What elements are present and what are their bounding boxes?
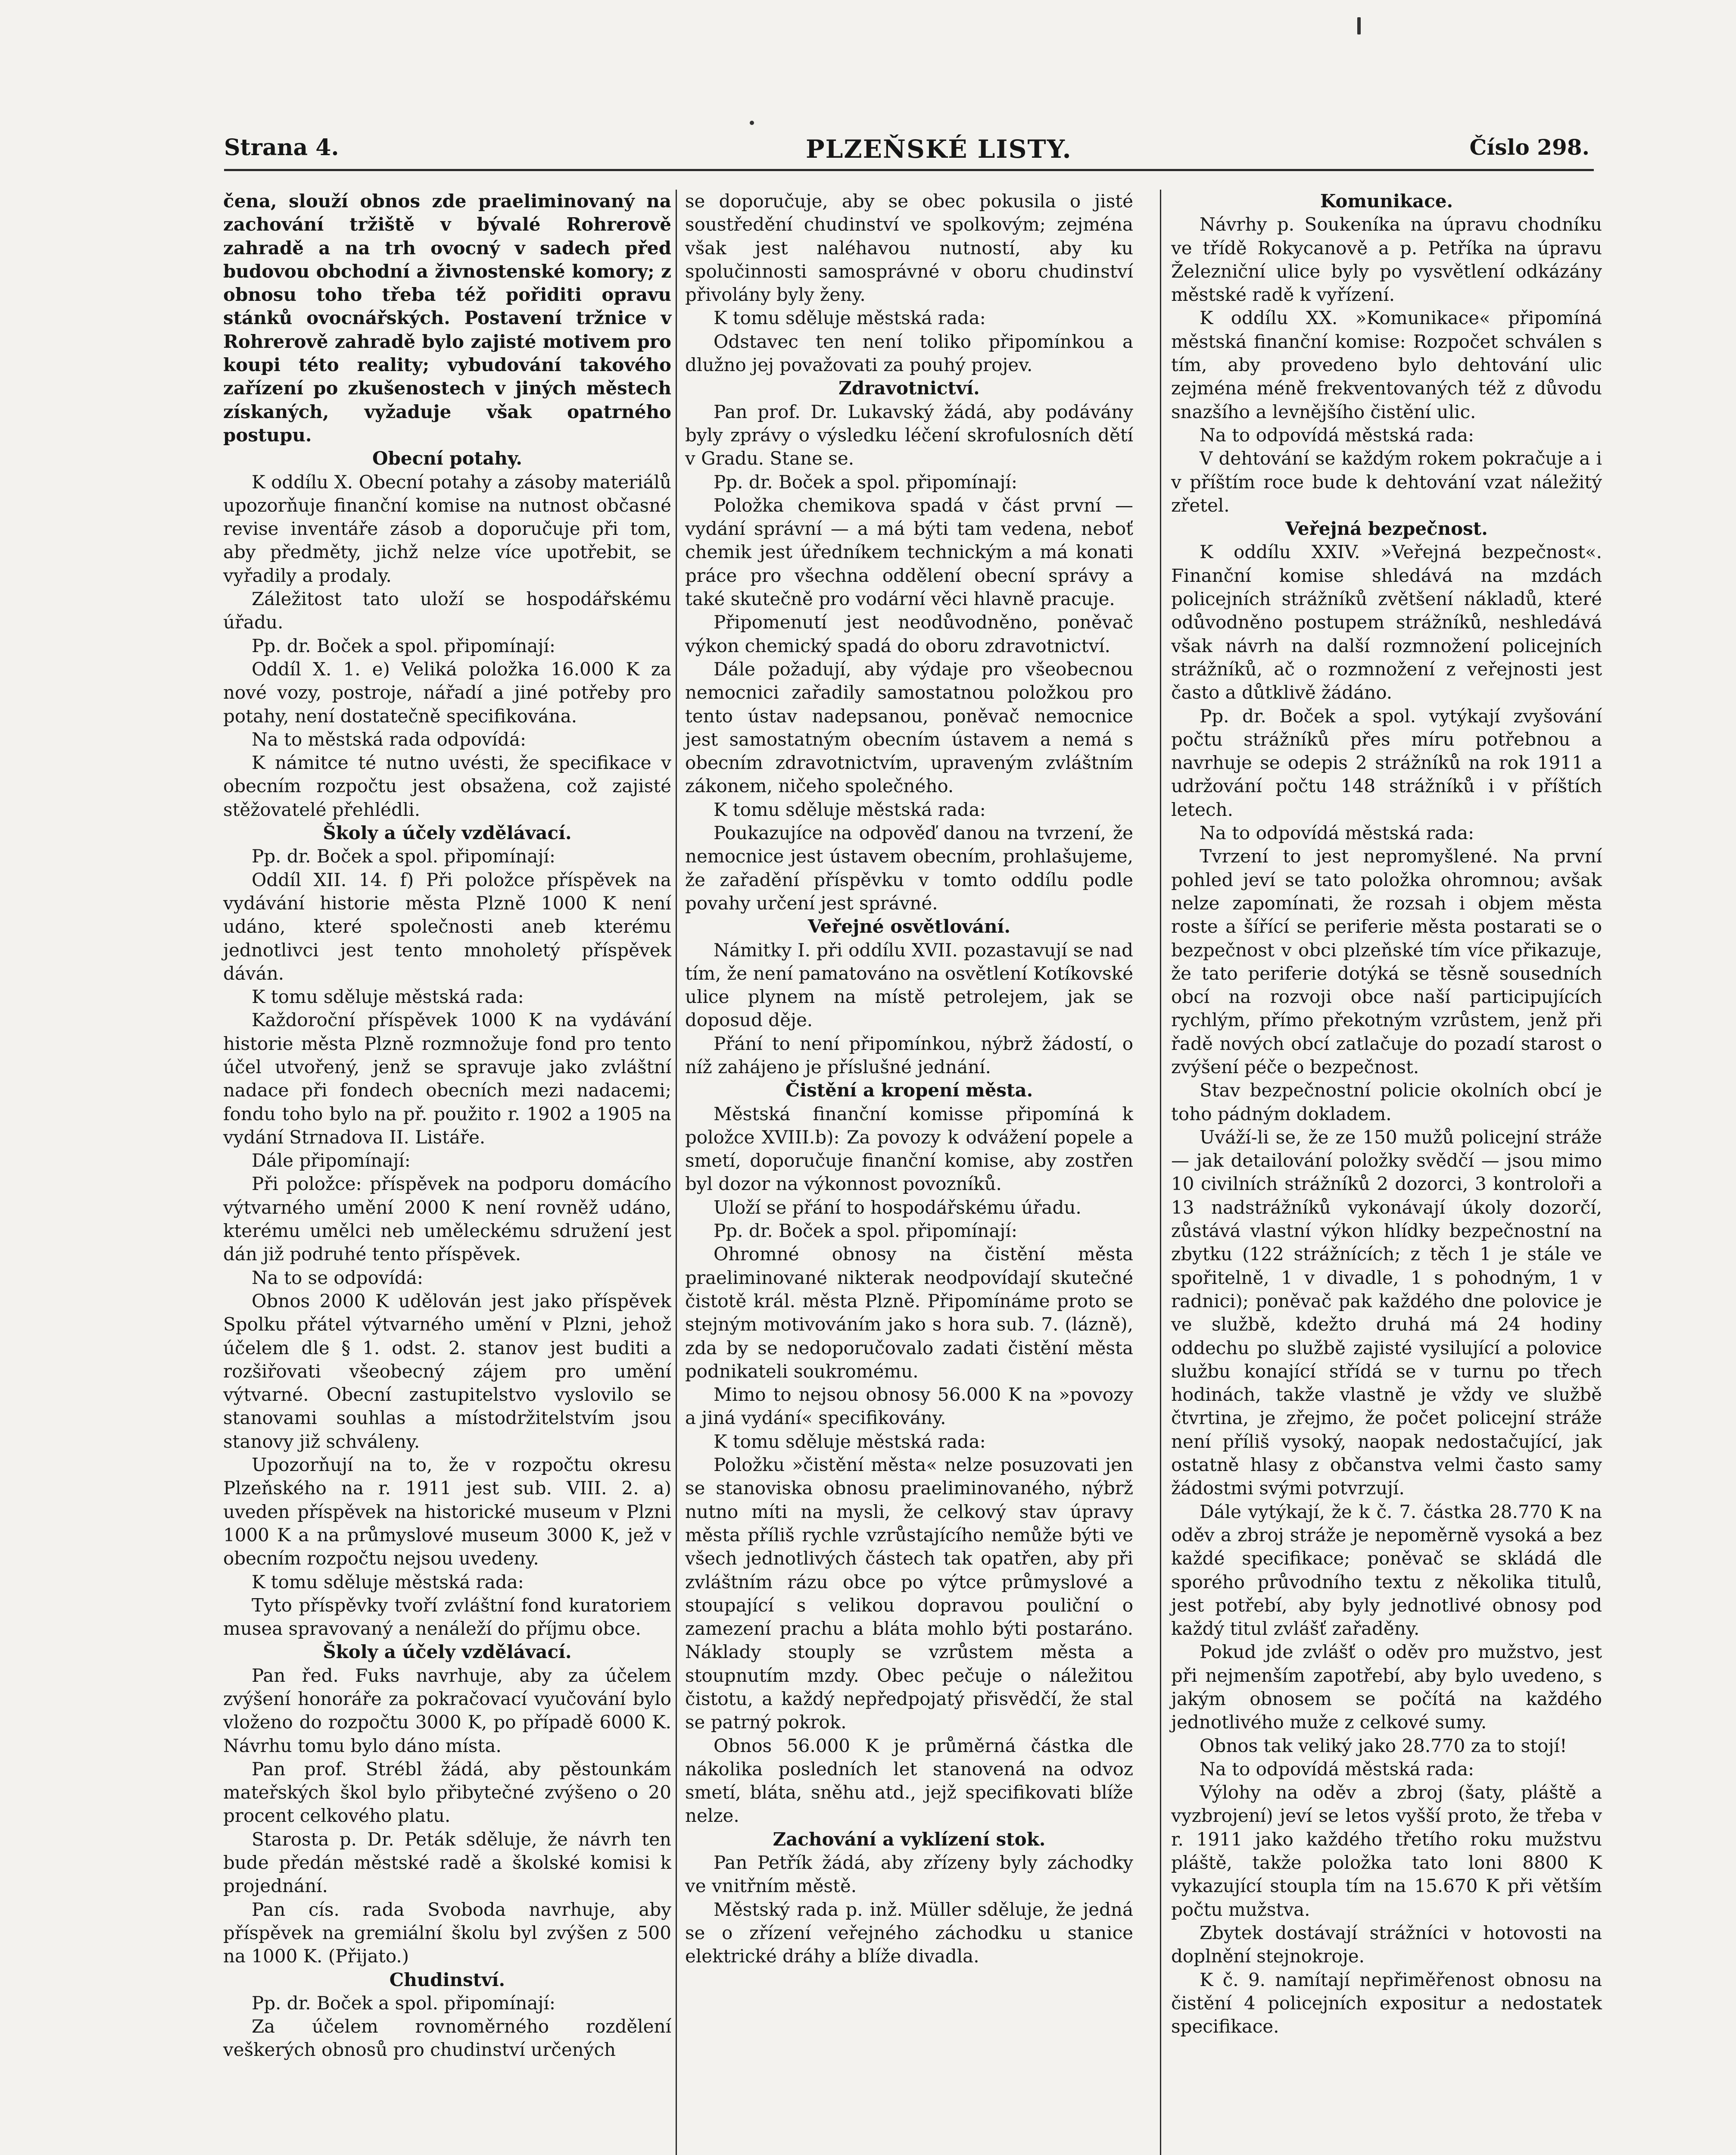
section-heading: Obecní potahy. (372, 448, 523, 469)
paragraph: Na to městská rada odpovídá: (252, 728, 527, 750)
paragraph: Městský rada p. inž. Müller sděluje, že jedná se o zřízení veřejného záchodku u stanice elektrické dráhy a blíže divadla. (685, 1899, 1133, 1967)
paragraph: Na to odpovídá městská rada: (1200, 822, 1474, 844)
paragraph: se doporučuje, aby se obec pokusila o jisté soustředění chudinství ve spolkovým; zejména však jest naléhavou nutností, aby ku spolučinnosti samosprávné v oboru chudinství přivolány byly ženy. (685, 191, 1133, 306)
section-heading: Komunikace. (1320, 191, 1453, 212)
paragraph: K č. 9. namítají nepřiměřenost obnosu na čistění 4 policejních expositur a nedostatek specifikace. (1171, 1969, 1602, 2037)
paragraph: Ohromné obnosy na čistění města praeliminované nikterak neodpovídají skutečné čistotě král. města Plzně. Připomínáme proto se stejným motivováním jako s hora sub. 7. (lázně), zda by se nedoporučovalo zadati čistění města podnikateli soukromému. (685, 1243, 1133, 1382)
issue-number: Číslo 298. (1469, 134, 1590, 160)
paragraph: Poukazujíce na odpověď danou na tvrzení, že nemocnice jest ústavem obecním, prohlašujeme, že zařadění příspěvku v tomto oddílu podle povahy určení jest správné. (685, 822, 1133, 914)
paragraph: Městská finanční komisse připomíná k položce XVIII.b): Za povozy k odvážení popele a smetí, doporučuje finanční komise, aby zostřen byl dozor na výkonnost povozníků. (685, 1103, 1133, 1195)
paragraph: Mimo to nejsou obnosy 56.000 K na »povozy a jiná vydání« specifikovány. (685, 1384, 1133, 1429)
paragraph: Dále připomínají: (252, 1150, 411, 1171)
paragraph: K oddílu XX. »Komunikace« připomíná městská finanční komise: Rozpočet schválen s tím, aby provedeno bylo dehtování ulic zejména méně frekventovaných též z důvodu snazšího a levnějšího čistění ulic. (1171, 307, 1602, 422)
header-rule (224, 169, 1594, 171)
paragraph: Dále požadují, aby výdaje pro všeobecnou nemocnici zařadily samostatnou položkou pro tento ústav nadepsanou, poněvač nemocnice jest samostatným obecním ústavem a nemá s obecním zdravotnictvím, upraveným zvláštním zákonem, ničeho společného. (685, 658, 1133, 797)
column-1 (223, 190, 671, 2062)
column-2 (685, 190, 1133, 1968)
section-heading: Školy a účely vzdělávací. (323, 822, 572, 844)
paragraph: Upozorňují na to, že v rozpočtu okresu Plzeňského na r. 1911 jest sub. VIII. 2. a) uveden příspěvek na historické museum v Plzni 1000 K a na průmyslové museum 3000 K, jež v obecním rozpočtu nejsou uvedeny. (223, 1454, 671, 1569)
paragraph: Na to se odpovídá: (252, 1267, 423, 1288)
section-heading: Chudinství. (389, 1969, 505, 1990)
paragraph: Pp. dr. Boček a spol. vytýkají zvyšování počtu strážníků přes míru potřebnou a navrhuje se odepis 2 strážníků na rok 1911 a udržování počtu 148 strážníků i v příštích letech. (1171, 705, 1602, 820)
section-heading: Čistění a kropení města. (785, 1080, 1033, 1101)
masthead-title: PLZEŇSKÉ LISTY. (806, 134, 1072, 164)
paragraph: Tyto příspěvky tvoří zvláštní fond kuratoriem musea spravovaný a nenáleží do příjmu obce. (223, 1594, 671, 1640)
paragraph: K tomu sděluje městská rada: (714, 799, 986, 820)
paragraph: Na to odpovídá městská rada: (1200, 1758, 1474, 1780)
paragraph: K tomu sděluje městská rada: (252, 1571, 524, 1593)
paragraph: Pp. dr. Boček a spol. připomínají: (252, 635, 555, 656)
paragraph: Záležitost tato uloží se hospodářskému úřadu. (223, 588, 671, 633)
section-heading: Školy a účely vzdělávací. (323, 1641, 572, 1663)
paragraph: Obnos tak veliký jako 28.770 za to stojí! (1200, 1735, 1567, 1756)
paragraph: Připomenutí jest neodůvodněno, poněvač výkon chemický spadá do oboru zdravotnictví. (685, 612, 1133, 656)
page-number: Strana 4. (224, 134, 339, 161)
paragraph: Uloží se přání to hospodářskému úřadu. (714, 1196, 1081, 1218)
paragraph: Za účelem rovnoměrného rozdělení veškerých obnosů pro chudinství určených (223, 2016, 671, 2061)
paragraph: Položku »čistění města« nelze posuzovati jen se stanoviska obnosu praeliminovaného, nýbrž nutno míti na mysli, že celkový stav úpravy města příliš rychle vzrůstajícího nemůže býti ve všech jednotlivých částech tak opatřen, aby při zvláštním rázu obce po výtce průmyslové a stoupající s velikou dopravou pouliční o zamezení prachu a bláta mohlo býti postaráno. Náklady stouply se vzrůstem města a stoupnutím mzdy. Obec pečuje o náležitou čistotu, a každý nepředpojatý přisvědčí, že stal se patrný pokrok. (685, 1454, 1133, 1733)
column-divider-2 (1160, 190, 1161, 2155)
paragraph: Pp. dr. Boček a spol. připomínají: (252, 1992, 555, 2014)
paragraph: Při položce: příspěvek na podporu domácího výtvarného umění 2000 K není rovněž udáno, kterému umělci neb uměleckému sdružení jest dán již podruhé tento příspěvek. (223, 1173, 671, 1265)
paragraph: Zbytek dostávají strážníci v hotovosti na doplnění stejnokroje. (1171, 1922, 1602, 1967)
section-heading: Veřejné osvětlování. (807, 916, 1011, 937)
page-header (224, 134, 1590, 169)
paragraph: Obnos 2000 K udělován jest jako příspěvek Spolku přátel výtvarného umění v Plzni, jehož účelem dle § 1. odst. 2. stanov jest buditi a rozšiřovati všeobecný zájem pro umění výtvarné. Obecní zastupitelstvo vyslovilo se stanovami souhlas a místodržitelstvím jsou stanovy již schváleny. (223, 1290, 671, 1452)
paragraph: K tomu sděluje městská rada: (714, 307, 986, 329)
section-heading: Veřejná bezpečnost. (1285, 518, 1488, 540)
paragraph: Pp. dr. Boček a spol. připomínají: (714, 1220, 1017, 1242)
paragraph: K oddílu XXIV. »Veřejná bezpečnost«. Finanční komise shledává na mzdách policejních strážníků zvětšení nákladů, které odůvodněno postupem strážníků, neshledává však návrh na další rozmnožení policejních strážníků, ač o rozmnožení z veřejnosti jest často a důtklivě žádáno. (1171, 541, 1602, 703)
paragraph: K tomu sděluje městská rada: (252, 986, 524, 1008)
paragraph: Každoroční příspěvek 1000 K na vydávání historie města Plzně rozmnožuje fond pro tento účel utvořený, jenž se spravuje jako zvláštní nadace při fondech obecních mezi nadacemi; fondu toho bylo na př. použito r. 1902 a 1905 na vydání Strnadova II. Listáře. (223, 1009, 671, 1148)
paragraph: Oddíl X. 1. e) Veliká položka 16.000 K za nové vozy, postroje, nářadí a jiné potřeby pro potahy, není dostatečně specifikována. (223, 658, 671, 727)
paragraph: Pokud jde zvlášť o oděv pro mužstvo, jest při nejmenším zapotřebí, aby bylo uvedeno, s jakým obnosem se počítá na každého jednotlivého muže z celkové sumy. (1171, 1641, 1602, 1733)
paragraph: Odstavec ten není toliko připomínkou a dlužno jej považovati za pouhý projev. (685, 331, 1133, 376)
paragraph: Pan Petřík žádá, aby zřízeny byly záchodky ve vnitřním městě. (685, 1852, 1133, 1897)
print-speck (1357, 17, 1361, 34)
paragraph: Přání to není připomínkou, nýbrž žádostí, o níž zahájeno je příslušné jednání. (685, 1033, 1133, 1078)
paragraph: K oddílu X. Obecní potahy a zásoby materiálů upozorňuje finanční komise na nutnost občasné revise inventáře zásob a doporučuje při tom, aby předměty, jichž nelze více upotřebit, se vyřadily a prodaly. (223, 471, 671, 586)
paragraph: Pp. dr. Boček a spol. připomínají: (714, 471, 1017, 493)
paragraph: Tvrzení to jest nepromyšlené. Na první pohled jeví se tato položka ohromnou; avšak nelze zapomínati, že rozsah i objem města roste a šířící se periferie města postarati se o bezpečnost v obci plzeňské tím více přikazuje, že tato periferie dotýká se těsně sousedních obcí na rozvoji obce naší participujících rychlým, přímo překotným vzrůstem, jenž při řadě nových obcí zatlačuje do pozadí starost o zvýšení péče o bezpečnost. (1171, 846, 1602, 1078)
paragraph: Pan řed. Fuks navrhuje, aby za účelem zvýšení honoráře za pokračovací vyučování bylo vloženo do rozpočtu 3000 K, po případě 6000 K. Návrhu tomu bylo dáno místa. (223, 1665, 671, 1756)
paragraph: Pan prof. Dr. Lukavský žádá, aby podávány byly zprávy o výsledku léčení skrofulosních dětí v Gradu. Stane se. (685, 401, 1133, 469)
paragraph: Pan prof. Strébl žádá, aby pěstounkám mateřských škol bylo přibytečné zvýšeno o 20 procent celkového platu. (223, 1758, 671, 1827)
paragraph: Výlohy na oděv a zbroj (šaty, pláště a vyzbrojení) jeví se letos vyšší proto, že třeba v r. 1911 jako každého třetího roku mužstvu pláště, takže položka tato loni 8800 K vykazující stoupla tím na 15.670 K při větším počtu mužstva. (1171, 1782, 1602, 1920)
paragraph: V dehtování se každým rokem pokračuje a i v příštím roce bude k dehtování vzat náležitý zřetel. (1171, 448, 1602, 516)
paragraph: čena, slouží obnos zde praeliminovaný na zachování tržiště v bývalé Rohrerově zahradě a na trh ovocný v sadech před budovou obchodní a živnostenské komory; z obnosu toho třeba též pořiditi opravu stánků ovocnářských. Postavení tržnice v Rohrerově zahradě bylo zajisté motivem pro koupi této reality; vybudování takového zařízení po zkušenostech v jiných městech získaných, vyžaduje však opatrného postupu. (223, 191, 671, 446)
paragraph: Stav bezpečnostní policie okolních obcí je toho pádným dokladem. (1171, 1080, 1602, 1124)
paragraph: Položka chemikova spadá v část první — vydání správní — a má býti tam vedena, neboť chemik jest úředníkem technickým a má konati práce pro všechna oddělení obecní správy a také skutečně pro vodární věci hlavně pracuje. (685, 494, 1133, 610)
paragraph: Námitky I. při oddílu XVII. pozastavují se nad tím, že není pamatováno na osvětlení Kotíkovské ulice plynem na místě petrolejem, jak se doposud děje. (685, 939, 1133, 1031)
paragraph: Na to odpovídá městská rada: (1200, 424, 1474, 446)
paragraph: K tomu sděluje městská rada: (714, 1430, 986, 1452)
column-divider-1 (676, 190, 677, 2155)
paragraph: Starosta p. Dr. Peták sděluje, že návrh ten bude předán městské radě a školské komisi k projednání. (223, 1828, 671, 1897)
print-speck (750, 121, 754, 125)
section-heading: Zachování a vyklízení stok. (773, 1828, 1046, 1850)
paragraph: Dále vytýkají, že k č. 7. částka 28.770 K na oděv a zbroj stráže je nepoměrně vysoká a bez každé specifikace; poněvač se skládá dle sporého průvodního textu z několika titulů, jest potřebí, aby byly jednotlivé obnosy pod každý titul zvlášť zařaděny. (1171, 1501, 1602, 1640)
paragraph: Uváží-li se, že ze 150 mužů policejní stráže — jak detailování položky svědčí — jsou mimo 10 civilních strážníků 2 dozorci, 3 kontroloři a 13 nadstrážníků vykonávají úkoly dozorčí, zůstává vlastní výkon hlídky bezpečnostní na zbytku (122 strážnících; z těch 1 je stále ve spořitelně, 1 v divadle, 1 s pohodným, 1 v radnici); poněvač pak každého dne polovice je ve službě, kdežto druhá má 24 hodiny oddechu po službě zajisté vysilující a polovice službu konající střídá se v turnu po třech hodinách, takže vlastně je vždy ve službě čtvrtina, je zřejmo, že počet policejní stráže není příliš vysoký, naopak nedostačující, jak ostatně hlasy z občanstva velmi často samy žádostmi svými potvrzují. (1171, 1126, 1602, 1499)
section-heading: Zdravotnictví. (838, 378, 980, 399)
paragraph: Návrhy p. Soukeníka na úpravu chodníku ve třídě Rokycanově a p. Petříka na úpravu Železniční ulice byly po vysvětlení odkázány městské radě k vyřízení. (1171, 214, 1602, 306)
column-3 (1171, 190, 1602, 2038)
paragraph: K námitce té nutno uvésti, že specifikace v obecním rozpočtu jest obsažena, což zajisté stěžovatelé přehlédli. (223, 752, 671, 820)
paragraph: Pp. dr. Boček a spol. připomínají: (252, 846, 555, 867)
paragraph: Oddíl XII. 14. f) Při položce příspěvek na vydávání historie města Plzně 1000 K není udáno, které společnosti aneb kterému jednotlivci jest tento mnoholetý příspěvek dáván. (223, 869, 671, 984)
paragraph: Obnos 56.000 K je průměrná částka dle nákolika posledních let stanovená na odvoz smetí, bláta, sněhu atd., jejž specifikovati blíže nelze. (685, 1735, 1133, 1827)
paragraph: Pan cís. rada Svoboda navrhuje, aby příspěvek na gremiální školu byl zvýšen z 500 na 1000 K. (Přijato.) (223, 1899, 671, 1967)
